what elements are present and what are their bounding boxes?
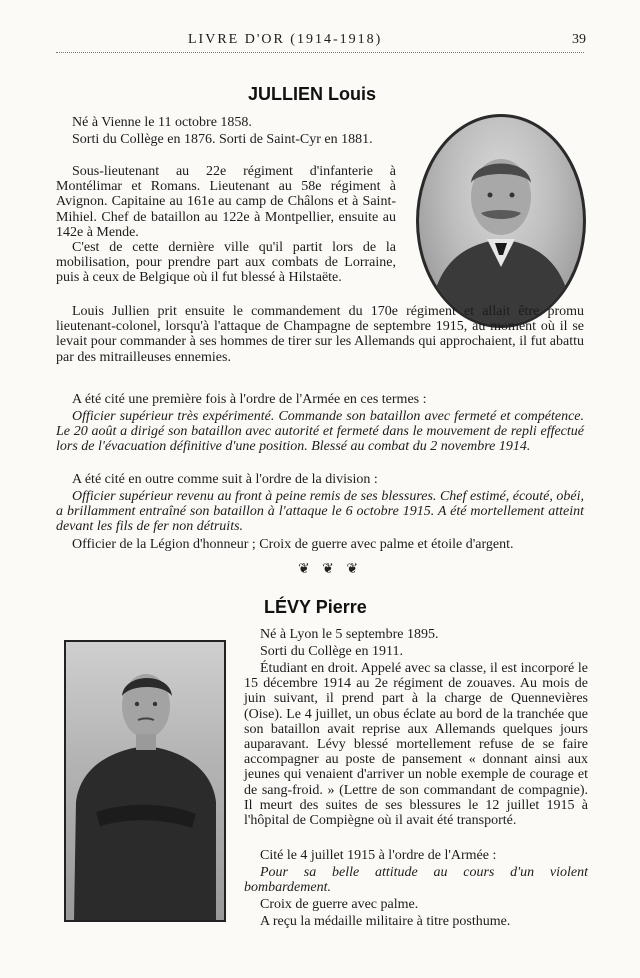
jullien-citation1-intro: A été cité une première fois à l'ordre de l'Armée en ces termes : [72, 392, 427, 407]
levy-croix-de-guerre: Croix de guerre avec palme. [260, 897, 419, 912]
levy-medaille: A reçu la médaille militaire à titre posthume. [260, 914, 511, 929]
page-header [56, 30, 584, 53]
levy-citation-text: Pour sa belle attitude au cours d'un violent bombardement. [244, 865, 588, 896]
entry-name-levy: LÉVY Pierre [264, 597, 367, 617]
jullien-citation2-text: Officier supérieur revenu au front à peine remis de ses blessures. Chef estimé, écouté, obéi, a brillamment entraîné son bataillon à l'attaque le 6 octobre 1915. A été mortellement atteint devant les fils de fer non détruits. [56, 489, 584, 535]
portrait-levy [64, 640, 226, 922]
jullien-decorations: Officier de la Légion d'honneur ; Croix de guerre avec palme et étoile d'argent. [72, 537, 514, 552]
section-divider-ornament: ❦ ❦ ❦ [298, 561, 363, 577]
jullien-death: Louis Jullien prit ensuite le commandement du 170e régiment et allait être promu lieutenant-colonel, lorsqu'à l'attaque de Champagne de septembre 1915, au moment où il se levait pour commander à ses hommes de tirer sur les Allemands qui approchaient, il fut abattu par des mitrailleuses ennemies. [56, 304, 584, 365]
jullien-mobilisation: C'est de cette dernière ville qu'il partit lors de la mobilisation, pour prendre part aux combats de Lorraine, puis à ceux de Belgique où il fut blessé à Hilstaëte. [56, 240, 396, 286]
jullien-career: Sous-lieutenant au 22e régiment d'infanterie à Montélimar et Romans. Lieutenant au 58e régiment à Avignon. Capitaine au 161e au camp de Châlons et à Saint-Mihiel. Chef de bataillon au 122e à Montpellier, ensuite au 142e à Mende. [56, 164, 396, 240]
page-number: 39 [572, 32, 586, 47]
jullien-birth: Né à Vienne le 11 octobre 1858. [72, 115, 252, 130]
portrait-levy-figure [66, 642, 224, 920]
portrait-jullien [416, 114, 586, 328]
jullien-citation2-intro: A été cité en outre comme suit à l'ordre de la division : [72, 472, 378, 487]
levy-biography: Étudiant en droit. Appelé avec sa classe, il est incorporé le 15 décembre 1914 au 2e régiment de zouaves. Au mois de juin suivant, il prend part à la charge de Quennevières (Oise). Le 4 juillet, un obus éclate au bord de la tranchée que son bataillon avait reprise aux Allemands quelques jours auparavant. Lévy blessé mortellement refuse de se faire accompagner au poste de pansement « donnant ainsi aux jeunes qui venaient d'arriver un noble exemple de courage et de sang-froid. » (Lettre de son commandant de compagnie). Il meurt des suites de ses blessures le 12 juillet 1915 à l'hôpital de Compiègne où il avait été transporté. [244, 661, 588, 829]
levy-birth: Né à Lyon le 5 septembre 1895. [260, 627, 439, 642]
levy-education: Sorti du Collège en 1911. [260, 644, 403, 659]
levy-citation-intro: Cité le 4 juillet 1915 à l'ordre de l'Armée : [260, 848, 497, 863]
book-title: LIVRE D'OR (1914-1918) [188, 32, 383, 47]
jullien-citation1-text: Officier supérieur très expérimenté. Commande son bataillon avec fermeté et compétence. Le 20 août a dirigé son bataillon avec autorité et fermeté dans le mouvement de repli effectué lors de l'évacuation définitive d'une position. Blessé au combat du 2 novembre 1914. [56, 409, 584, 455]
portrait-jullien-figure [419, 117, 583, 325]
entry-name-jullien: JULLIEN Louis [248, 84, 377, 104]
jullien-education: Sorti du Collège en 1876. Sorti de Saint-Cyr en 1881. [72, 132, 373, 147]
